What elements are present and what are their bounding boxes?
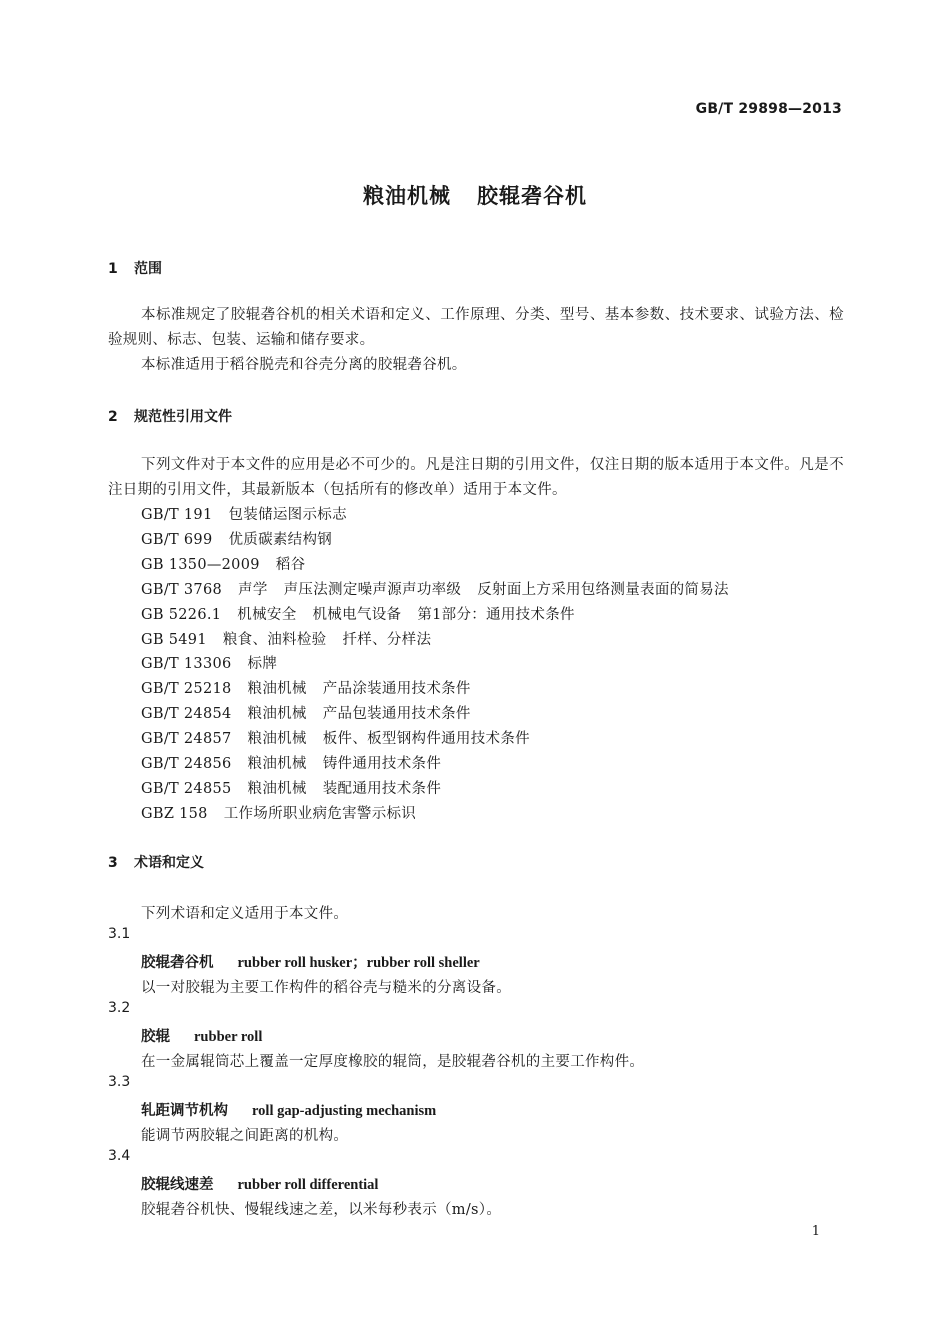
reference-title-part: 粮食、油料检验 — [222, 631, 327, 648]
reference-title-part: 板件、板型钢构件通用技术条件 — [322, 731, 530, 748]
reference-code: GB/T 24856 — [141, 756, 232, 772]
terms-intro: 下列术语和定义适用于本文件。 — [141, 906, 349, 922]
reference-item — [141, 702, 471, 723]
reference-title-part: 反射面上方采用包络测量表面的简易法 — [477, 581, 729, 598]
reference-title-part: 粮油机械 — [247, 681, 307, 698]
reference-title-part: 扦样、分样法 — [342, 631, 432, 648]
reference-code: GB/T 13306 — [141, 656, 232, 673]
reference-item — [141, 528, 332, 549]
reference-title-part: 声压法测定噪声源声功率级 — [283, 581, 462, 598]
reference-title-part: 产品包装通用技术条件 — [322, 706, 471, 723]
section-heading-normative-refs — [108, 406, 232, 426]
term-chinese: 胶辊 — [141, 1029, 170, 1045]
reference-code: GB/T 24854 — [141, 706, 232, 723]
reference-title-part: 粮油机械 — [247, 706, 307, 723]
section-heading-terms — [108, 852, 204, 872]
reference-title-part: 机械电气设备 — [312, 606, 402, 623]
term-english: rubber roll differential — [237, 1177, 379, 1193]
section-title: 术语和定义 — [134, 855, 204, 871]
reference-item — [141, 777, 441, 798]
term-number: 3.2 — [108, 1000, 131, 1016]
reference-item — [141, 652, 277, 673]
term-chinese: 轧距调节机构 — [141, 1103, 228, 1119]
reference-code: GBZ 158 — [141, 805, 208, 822]
term-heading — [141, 1173, 378, 1194]
term-number: 3.3 — [108, 1074, 131, 1090]
reference-title-part: 铸件通用技术条件 — [322, 756, 442, 772]
reference-code: GB/T 24857 — [141, 731, 232, 748]
reference-item — [141, 727, 530, 748]
term-heading — [141, 951, 480, 972]
reference-item — [141, 752, 441, 773]
refs-intro-paragraph: 下列文件对于本文件的应用是必不可少的。凡是注日期的引用文件，仅注日期的版本适用于本文件。凡是不注日期的引用文件，其最新版本（包括所有的修改单）适用于本文件。 — [108, 457, 844, 498]
reference-code: GB/T 24855 — [141, 780, 232, 797]
section-number: 3 — [108, 855, 118, 871]
reference-item — [141, 802, 416, 823]
term-number: 3.4 — [108, 1148, 131, 1164]
term-heading — [141, 1099, 436, 1120]
reference-code: GB 1350—2009 — [141, 556, 260, 573]
reference-title-part: 机械安全 — [237, 606, 297, 623]
reference-item — [141, 578, 729, 599]
reference-code: GB/T 3768 — [141, 581, 223, 598]
reference-title-part: 标牌 — [247, 656, 278, 673]
reference-code: GB/T 25218 — [141, 681, 232, 698]
reference-title-part: 装配通用技术条件 — [322, 780, 442, 797]
term-number: 3.1 — [108, 926, 131, 942]
reference-code: GB/T 191 — [141, 507, 213, 523]
reference-item — [141, 553, 305, 574]
scope-paragraph-1: 本标准规定了胶辊砻谷机的相关术语和定义、工作原理、分类、型号、基本参数、技术要求、试验方法、检验规则、标志、包装、运输和储存要求。 — [108, 307, 844, 348]
section-title: 范围 — [134, 261, 162, 277]
document-title — [0, 180, 950, 210]
reference-title-part: 包装储运图示标志 — [228, 507, 347, 523]
standard-code: GB/T 29898—2013 — [695, 101, 842, 117]
term-definition: 能调节两胶辊之间距离的机构。 — [141, 1128, 349, 1144]
reference-title-part: 粮油机械 — [247, 731, 307, 748]
section-number: 2 — [108, 409, 118, 425]
term-chinese: 胶辊线速差 — [141, 1177, 214, 1193]
title-part-1: 粮油机械 — [363, 184, 451, 208]
term-definition: 以一对胶辊为主要工作构件的稻谷壳与糙米的分离设备。 — [141, 980, 511, 996]
reference-code: GB/T 699 — [141, 531, 213, 548]
reference-code: GB 5226.1 — [141, 606, 222, 623]
reference-title-part: 产品涂装通用技术条件 — [322, 681, 471, 698]
reference-title-part: 声学 — [238, 581, 268, 598]
reference-title-part: 第1部分：通用技术条件 — [417, 606, 575, 623]
term-definition: 胶辊砻谷机快、慢辊线速之差，以米每秒表示（m/s）。 — [141, 1202, 502, 1218]
reference-title-part: 工作场所职业病危害警示标识 — [223, 805, 417, 822]
title-part-2: 胶辊砻谷机 — [477, 184, 587, 208]
reference-code: GB 5491 — [141, 631, 207, 648]
scope-paragraph-2: 本标准适用于稻谷脱壳和谷壳分离的胶辊砻谷机。 — [141, 357, 467, 373]
reference-title-part: 优质碳素结构钢 — [228, 531, 333, 548]
section-heading-scope — [108, 258, 162, 278]
page-number: 1 — [811, 1224, 820, 1239]
reference-item — [141, 628, 431, 649]
term-english: roll gap-adjusting mechanism — [252, 1103, 437, 1119]
term-english: rubber roll husker；rubber roll sheller — [237, 955, 480, 971]
reference-title-part: 稻谷 — [275, 556, 306, 573]
reference-title-part: 粮油机械 — [247, 780, 307, 797]
term-heading — [141, 1025, 262, 1046]
term-chinese: 胶辊砻谷机 — [141, 955, 214, 971]
reference-item — [141, 603, 575, 624]
reference-item — [141, 677, 471, 698]
section-title: 规范性引用文件 — [134, 409, 232, 425]
section-number: 1 — [108, 261, 118, 277]
reference-item — [141, 503, 347, 524]
reference-title-part: 粮油机械 — [247, 756, 307, 772]
term-definition: 在一金属辊筒芯上覆盖一定厚度橡胶的辊筒，是胶辊砻谷机的主要工作构件。 — [141, 1054, 645, 1070]
term-english: rubber roll — [194, 1029, 263, 1045]
